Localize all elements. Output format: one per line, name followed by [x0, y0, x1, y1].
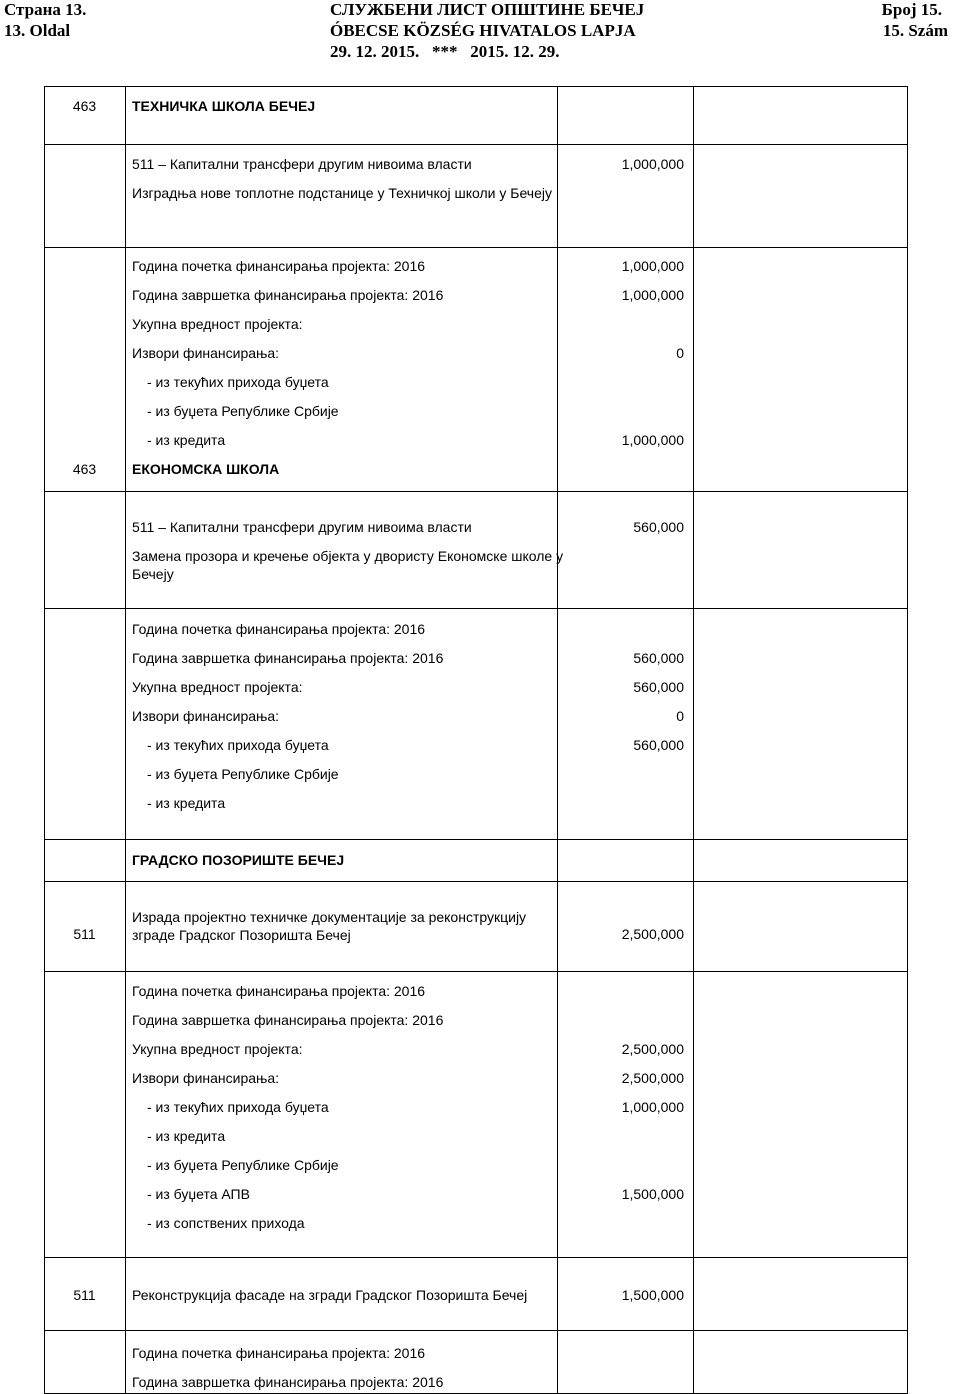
item-description: - из текућих прихода буџета: [147, 737, 329, 753]
item-description: - из буџета Републике Србије: [147, 403, 339, 419]
table-horizontal-rule: [44, 86, 908, 87]
amount: 1,000,000: [621, 1099, 684, 1115]
item-description: - из сопствених прихода: [147, 1215, 305, 1231]
table-horizontal-rule: [44, 1257, 908, 1258]
amount: 1,500,000: [621, 1186, 684, 1202]
table-row: [44, 345, 911, 363]
table-row: [44, 1157, 911, 1175]
table-horizontal-rule: [44, 1330, 908, 1331]
table-row: [44, 98, 911, 116]
item-description: ГРАДСКО ПОЗОРИШТЕ БЕЧЕЈ: [132, 852, 345, 868]
table-horizontal-rule: [44, 608, 908, 609]
amount: 560,000: [633, 519, 684, 535]
table-row: [44, 156, 911, 174]
item-description: Извори финансирања:: [132, 345, 280, 361]
table-row: [44, 650, 911, 668]
item-description: 511 – Капитални трансфери другим нивоима власти: [132, 519, 472, 535]
account-code: 463: [72, 98, 97, 114]
item-description: ТЕХНИЧКА ШКОЛА БЕЧЕЈ: [132, 98, 316, 114]
table-row: [44, 852, 911, 870]
table-row: [44, 519, 911, 537]
amount: 1,000,000: [621, 156, 684, 172]
table-row: [44, 1012, 911, 1030]
issue-number-serbian: Број 15.: [881, 0, 942, 19]
table-row: [44, 547, 911, 583]
item-description: - из текућих прихода буџета: [147, 1099, 329, 1115]
amount: 560,000: [633, 679, 684, 695]
table-row: [44, 1186, 911, 1204]
table-row: [44, 1345, 911, 1363]
table-row: [44, 1215, 911, 1233]
table-horizontal-rule: [44, 144, 908, 145]
amount: 2,500,000: [621, 1070, 684, 1086]
item-description: 511 – Капитални трансфери другим нивоима власти: [132, 156, 472, 172]
table-row: [44, 258, 911, 276]
table-row: [44, 374, 911, 392]
table-row: [44, 1374, 911, 1392]
item-description: Година почетка финансирања пројекта: 2016: [132, 258, 426, 274]
account-code: 511: [73, 1287, 96, 1303]
item-description: Година почетка финансирања пројекта: 2016: [132, 983, 426, 999]
item-description: Израда пројектно техничке документације за реконструкцију зграде Градског Позоришта Бечеј: [132, 909, 527, 943]
item-description: Замена прозора и кречење објекта у двористу Економске школе у Бечеју: [132, 548, 564, 582]
table-horizontal-rule: [44, 839, 908, 840]
account-code: 463: [72, 461, 97, 477]
table-row: [44, 403, 911, 421]
table-row: [44, 708, 911, 726]
item-description: Укупна вредност пројекта:: [132, 679, 303, 695]
item-description: Година завршетка финансирања пројекта: 2016: [132, 1012, 444, 1028]
page-number-serbian: Страна 13.: [4, 0, 87, 19]
amount: 0: [676, 708, 684, 724]
amount: 2,500,000: [621, 926, 684, 942]
issue-date: 29. 12. 2015. *** 2015. 12. 29.: [330, 42, 560, 61]
table-row: [44, 1099, 911, 1117]
table-row: [44, 737, 911, 755]
item-description: - из кредита: [147, 1128, 226, 1144]
amount: 560,000: [633, 650, 684, 666]
table-row: [44, 795, 911, 813]
table-row: [44, 679, 911, 697]
table-row: [44, 287, 911, 305]
journal-title-serbian: СЛУЖБЕНИ ЛИСТ ОПШТИНЕ БЕЧЕЈ: [330, 0, 645, 19]
table-row: [44, 184, 911, 220]
table-horizontal-rule: [44, 881, 908, 882]
item-description: - из кредита: [147, 795, 226, 811]
item-description: Година завршетка финансирања пројекта: 2016: [132, 650, 444, 666]
amount: 2,500,000: [621, 1041, 684, 1057]
amount: 1,000,000: [621, 432, 684, 448]
item-description: - из кредита: [147, 432, 226, 448]
item-description: Изградња нове топлотне подстанице у Техничкој школи у Бечеју: [132, 185, 552, 201]
table-row: [44, 983, 911, 1001]
table-horizontal-rule: [44, 491, 908, 492]
item-description: ЕКОНОМСКА ШКОЛА: [132, 461, 280, 477]
page-number-hungarian: 13. Oldal: [4, 21, 71, 40]
item-description: Извори финансирања:: [132, 708, 280, 724]
journal-title-hungarian: ÓBECSE KÖZSÉG HIVATALOS LAPJA: [330, 21, 636, 40]
item-description: - из текућих прихода буџета: [147, 374, 329, 390]
item-description: Реконструкција фасаде на згради Градског Позоришта Бечеј: [132, 1287, 528, 1303]
item-description: - из буџета АПВ: [147, 1186, 250, 1202]
item-description: Година завршетка финансирања пројекта: 2016: [132, 1374, 444, 1390]
table-row: [44, 461, 911, 479]
amount: 1,000,000: [621, 258, 684, 274]
table-row: [44, 1287, 911, 1305]
account-code: 511: [73, 926, 96, 942]
item-description: Година почетка финансирања пројекта: 2016: [132, 621, 426, 637]
amount: 1,500,000: [621, 1287, 684, 1303]
item-description: Укупна вредност пројекта:: [132, 316, 303, 332]
item-description: Извори финансирања:: [132, 1070, 280, 1086]
table-row: [44, 432, 911, 450]
table-row: [44, 1070, 911, 1088]
item-description: - из буџета Републике Србије: [147, 1157, 339, 1173]
table-row: [44, 766, 911, 784]
table-horizontal-rule: [44, 247, 908, 248]
amount: 0: [676, 345, 684, 361]
item-description: - из буџета Републике Србије: [147, 766, 339, 782]
amount: 560,000: [633, 737, 684, 753]
item-description: Укупна вредност пројекта:: [132, 1041, 303, 1057]
item-description: Година почетка финансирања пројекта: 2016: [132, 1345, 426, 1361]
table-row: [44, 1128, 911, 1146]
table-row: [44, 1041, 911, 1059]
table-row: [44, 908, 911, 944]
amount: 1,000,000: [621, 287, 684, 303]
table-row: [44, 316, 911, 334]
table-horizontal-rule: [44, 971, 908, 972]
item-description: Година завршетка финансирања пројекта: 2016: [132, 287, 444, 303]
table-row: [44, 621, 911, 639]
issue-number-hungarian: 15. Szám: [882, 21, 948, 40]
